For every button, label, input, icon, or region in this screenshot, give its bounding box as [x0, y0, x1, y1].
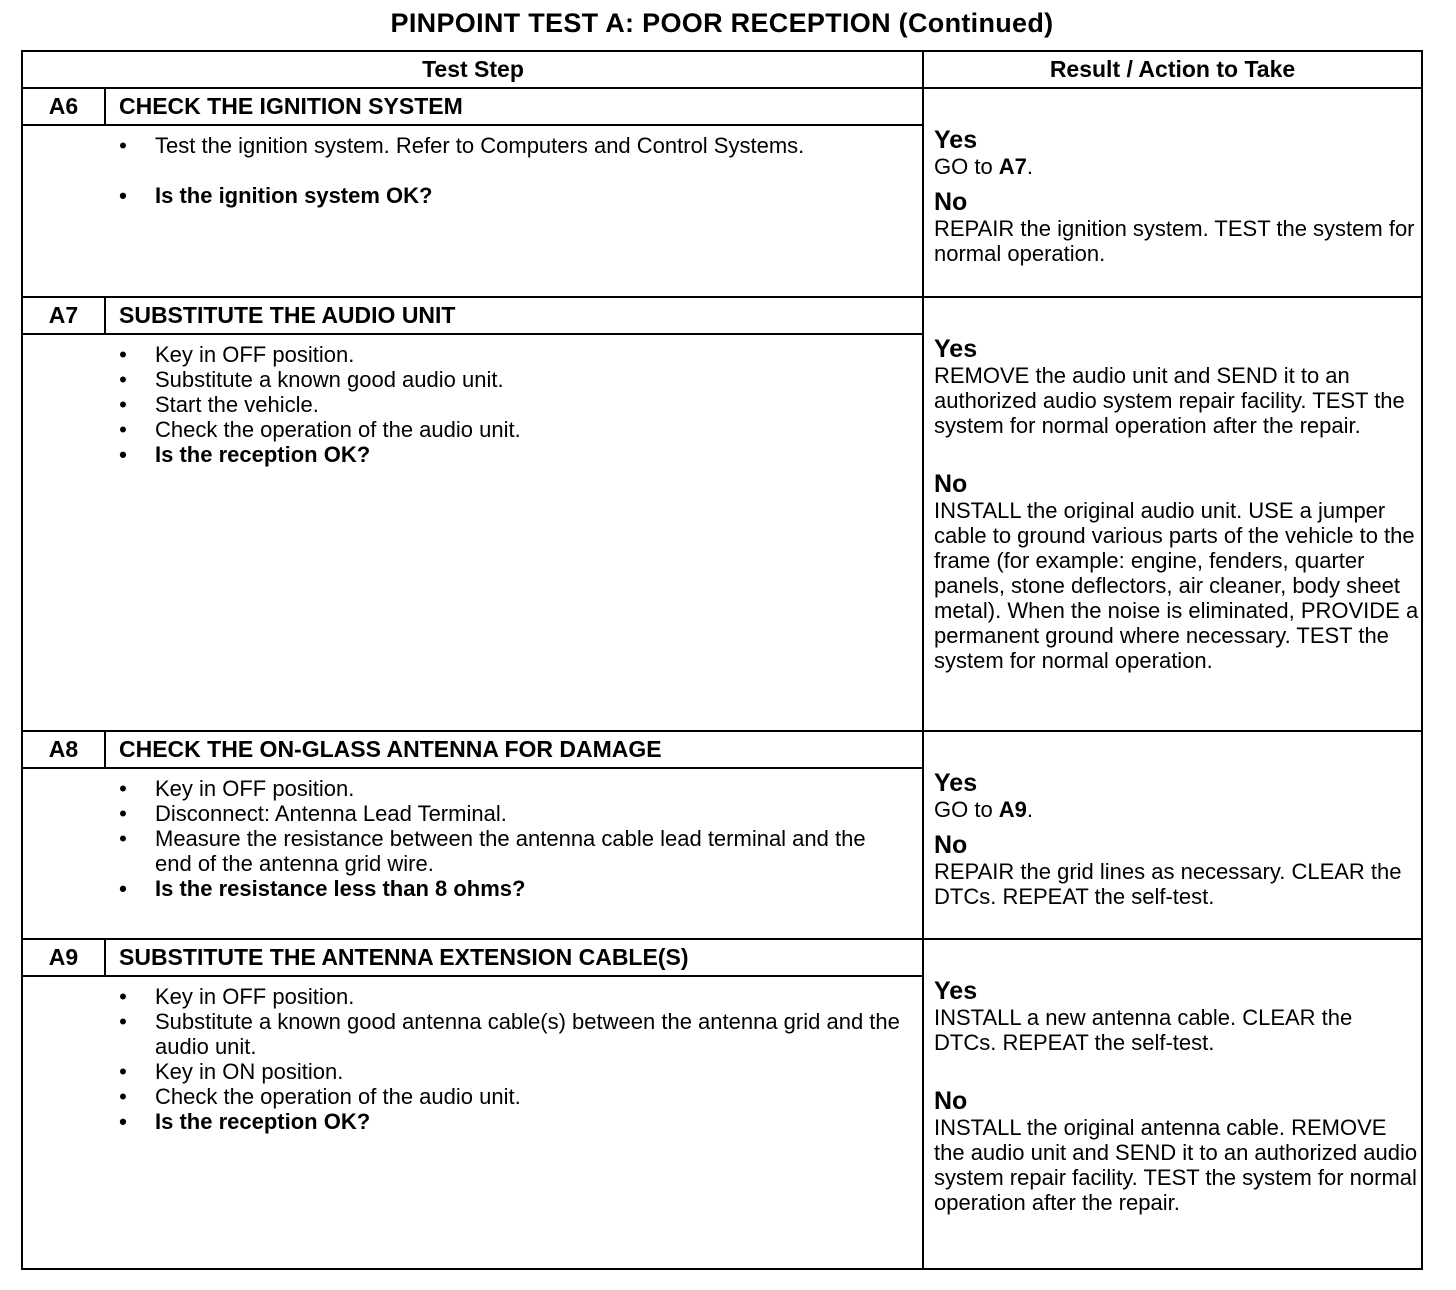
instruction-item: • Check the operation of the audio unit.: [117, 1084, 907, 1109]
step-a8: [23, 732, 1421, 940]
step-instructions: [117, 984, 907, 1134]
step-header: [23, 732, 923, 769]
step-id: A7: [23, 298, 106, 333]
bullet-icon: •: [119, 801, 127, 826]
step-reference: A7: [998, 154, 1027, 179]
pinpoint-test-table: [21, 50, 1423, 1270]
instruction-item: • Check the operation of the audio unit.: [117, 417, 907, 442]
yes-result: [934, 127, 1419, 179]
no-label: No: [934, 1087, 968, 1115]
step-instructions: [117, 342, 907, 467]
no-action: INSTALL the original audio unit. USE a jumper cable to ground various parts of the vehicle to the frame (for example: engine, fenders, quarter panels, stone deflectors, air cleaner, body sheet metal). When the noise is eliminated, PROVIDE a permanent ground where necessary. TEST the system for normal operation.: [934, 498, 1419, 673]
bullet-icon: •: [119, 442, 127, 467]
yes-action: GO to A9.: [934, 797, 1034, 822]
step-title: CHECK THE IGNITION SYSTEM: [119, 93, 463, 119]
yes-action: INSTALL a new antenna cable. CLEAR the DTCs. REPEAT the self-test.: [934, 1005, 1353, 1055]
instruction-question: • Is the reception OK?: [117, 1109, 907, 1134]
step-title: CHECK THE ON-GLASS ANTENNA FOR DAMAGE: [119, 736, 662, 762]
page-title: PINPOINT TEST A: POOR RECEPTION (Continued): [390, 8, 1054, 38]
bullet-icon: •: [119, 876, 127, 901]
bullet-icon: •: [119, 1009, 127, 1034]
step-instructions: [117, 133, 907, 208]
yes-result: [934, 978, 1419, 1055]
step-a6: [23, 89, 1421, 298]
step-a7: [23, 298, 1421, 732]
step-reference: A9: [998, 797, 1027, 822]
instruction-item: • Key in ON position.: [117, 1059, 907, 1084]
bullet-icon: •: [119, 1084, 127, 1109]
instruction-item: • Substitute a known good audio unit.: [117, 367, 907, 392]
no-action: INSTALL the original antenna cable. REMOVE the audio unit and SEND it to an authorized audio system repair facility. TEST the system for normal operation after the repair.: [934, 1115, 1418, 1215]
instruction-item: • Substitute a known good antenna cable(s) between the antenna grid and the audio unit.: [117, 1009, 907, 1059]
instruction-item: • Test the ignition system. Refer to Computers and Control Systems.: [117, 133, 907, 158]
instruction-question: • Is the ignition system OK?: [117, 183, 907, 208]
step-title: SUBSTITUTE THE ANTENNA EXTENSION CABLE(S): [119, 944, 689, 970]
bullet-icon: •: [119, 392, 127, 417]
bullet-icon: •: [119, 183, 127, 208]
bullet-icon: •: [119, 1109, 127, 1134]
step-id: A8: [23, 732, 106, 767]
yes-result: [934, 336, 1419, 438]
step-id: A9: [23, 940, 106, 975]
no-label: No: [934, 470, 968, 498]
result-column-header: Result / Action to Take: [1049, 56, 1296, 82]
yes-label: Yes: [934, 769, 978, 797]
step-result: [934, 127, 1419, 266]
yes-action: REMOVE the audio unit and SEND it to an authorized audio system repair facility. TEST the system for normal operation after the repair.: [934, 363, 1405, 438]
bullet-icon: •: [119, 133, 127, 158]
instruction-item: • Key in OFF position.: [117, 342, 907, 367]
yes-label: Yes: [934, 335, 978, 363]
instruction-item: • Disconnect: Antenna Lead Terminal.: [117, 801, 907, 826]
step-title: SUBSTITUTE THE AUDIO UNIT: [119, 302, 456, 328]
bullet-icon: •: [119, 367, 127, 392]
yes-label: Yes: [934, 126, 978, 154]
step-result: [934, 336, 1419, 673]
bullet-icon: •: [119, 984, 127, 1009]
no-result: [934, 1088, 1419, 1215]
test-step-column-header: Test Step: [422, 56, 524, 82]
instruction-question: • Is the resistance less than 8 ohms?: [117, 876, 907, 901]
yes-action: GO to A7.: [934, 154, 1034, 179]
step-header: [23, 940, 923, 977]
yes-result: [934, 770, 1419, 822]
no-result: [934, 189, 1419, 266]
instruction-item: • Key in OFF position.: [117, 776, 907, 801]
no-label: No: [934, 831, 968, 859]
step-result: [934, 978, 1419, 1215]
step-a9: [23, 940, 1421, 1268]
bullet-icon: •: [119, 776, 127, 801]
step-instructions: [117, 776, 907, 901]
no-label: No: [934, 188, 968, 216]
bullet-icon: •: [119, 342, 127, 367]
instruction-question: • Is the reception OK?: [117, 442, 907, 467]
instruction-item: • Measure the resistance between the antenna cable lead terminal and the end of the antenna grid wire.: [117, 826, 907, 876]
table-header: [23, 52, 1421, 89]
bullet-icon: •: [119, 1059, 127, 1084]
no-action: REPAIR the grid lines as necessary. CLEAR the DTCs. REPEAT the self-test.: [934, 859, 1402, 909]
step-header: [23, 89, 923, 126]
instruction-item: • Key in OFF position.: [117, 984, 907, 1009]
step-result: [934, 770, 1419, 909]
no-action: REPAIR the ignition system. TEST the system for normal operation.: [934, 216, 1415, 266]
no-result: [934, 832, 1419, 909]
step-header: [23, 298, 923, 335]
bullet-icon: •: [119, 417, 127, 442]
yes-label: Yes: [934, 977, 978, 1005]
step-id: A6: [23, 89, 106, 124]
bullet-icon: •: [119, 826, 127, 851]
instruction-item: • Start the vehicle.: [117, 392, 907, 417]
no-result: [934, 471, 1419, 673]
